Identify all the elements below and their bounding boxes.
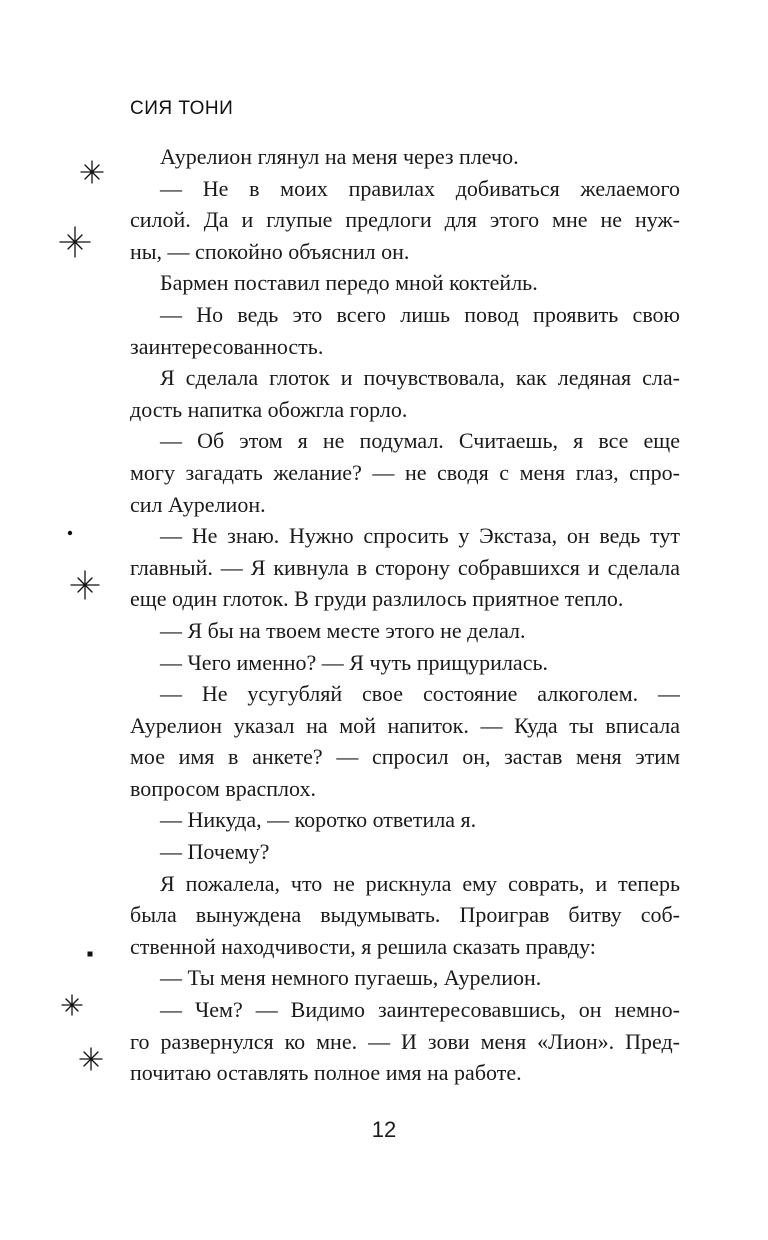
text-line: сил Аурелион. bbox=[130, 491, 266, 517]
text-line: ны, — спокойно объяснил он. bbox=[130, 238, 410, 264]
text-line: — Об этом я не подумал. Считаешь, я все еще bbox=[160, 428, 680, 454]
text-line: могу загадать желание? — не сводя с меня глаз, спро- bbox=[130, 459, 680, 485]
running-header-author: СИЯ ТОНИ bbox=[130, 98, 234, 119]
sparkle-icon bbox=[70, 570, 100, 600]
text-line: мое имя в анкете? — спросил он, застав меня этим bbox=[130, 744, 680, 770]
text-line: Я сделала глоток и почувствовала, как ледяная сла- bbox=[160, 365, 680, 391]
page-number: 12 bbox=[371, 1117, 397, 1142]
sparkle-icon bbox=[79, 1047, 103, 1071]
text-line: дость напитка обожгла горло. bbox=[130, 396, 408, 422]
text-line: — Чем? — Видимо заинтересовавшись, он немно- bbox=[160, 997, 680, 1023]
text-line: Аурелион указал на мой напиток. — Куда ты вписала bbox=[130, 712, 680, 738]
text-line: вопросом врасплох. bbox=[130, 775, 316, 801]
text-line: была вынуждена выдумывать. Проиграв битву соб- bbox=[130, 902, 680, 928]
text-line: — Чего именно? — Я чуть прищурилась. bbox=[160, 649, 548, 675]
text-line: — Почему? bbox=[160, 839, 270, 865]
sparkle-icon bbox=[61, 994, 83, 1016]
text-line: — Ты меня немного пугаешь, Аурелион. bbox=[160, 965, 542, 991]
text-line: Бармен поставил передо мной коктейль. bbox=[160, 270, 538, 296]
text-line: — Никуда, — коротко ответила я. bbox=[160, 807, 477, 833]
text-line: — Я бы на твоем месте этого не делал. bbox=[160, 617, 526, 643]
text-line: — Не в моих правилах добиваться желаемого bbox=[160, 175, 680, 201]
text-line: — Но ведь это всего лишь повод проявить свою bbox=[160, 301, 680, 327]
text-line: ственной находчивости, я решила сказать правду: bbox=[130, 933, 596, 959]
dot-icon bbox=[67, 530, 73, 536]
text-line: — Не знаю. Нужно спросить у Экстаза, он ведь тут bbox=[160, 523, 680, 549]
text-line: го развернулся ко мне. — И зови меня «Лион». Пред- bbox=[130, 1028, 680, 1054]
text-line: почитаю оставлять полное имя на работе. bbox=[130, 1060, 522, 1086]
body-text bbox=[130, 141, 680, 1089]
text-line: Я пожалела, что не рискнула ему соврать, и теперь bbox=[160, 870, 680, 896]
text-line: — Не усугубляй свое состояние алкоголем. — bbox=[160, 681, 680, 707]
text-line: главный. — Я кивнула в сторону собравшихся и сделала bbox=[130, 554, 680, 580]
text-line: еще один глоток. В груди разлилось приятное тепло. bbox=[130, 586, 624, 612]
sparkle-icon bbox=[59, 226, 91, 258]
text-line: заинтересованность. bbox=[130, 333, 324, 359]
sparkle-icon bbox=[80, 160, 104, 184]
dot-icon bbox=[87, 951, 93, 957]
text-line: Аурелион глянул на меня через плечо. bbox=[160, 144, 519, 169]
text-line: силой. Да и глупые предлоги для этого мне не нуж- bbox=[130, 207, 680, 233]
